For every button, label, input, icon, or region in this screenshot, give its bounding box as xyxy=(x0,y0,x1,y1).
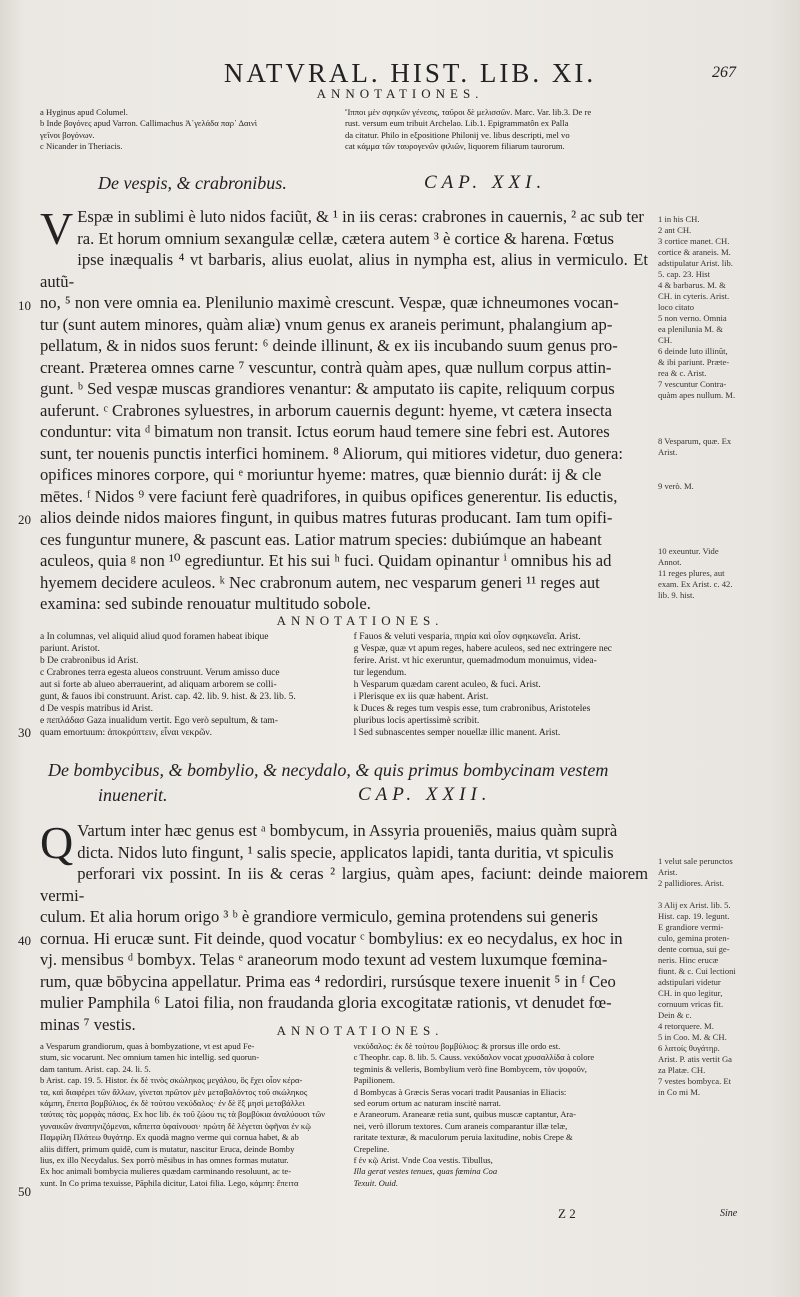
section-title-continued: inuenerit. xyxy=(98,785,168,805)
annotation-line: k Duces & reges tum vespis esse, tum crabronibus, Aristoteles xyxy=(353,704,591,714)
annotations-heading: ANNOTATIONES. xyxy=(276,1023,444,1038)
annotation-line: raritate texturæ, & maculorum peruia laxitudine, nobis Crepe & xyxy=(353,1132,573,1143)
annotations-block xyxy=(40,631,655,739)
annotation-line: pluribus locis apertissimè scribit. xyxy=(353,716,480,726)
text-line: tur (sunt autem minores, quàm aliæ) vnum genus ex araneis perimunt, phalangium ap- xyxy=(40,314,613,334)
margin-note: 11 reges plures, aut xyxy=(658,568,725,578)
line-number: 50 xyxy=(18,1184,31,1199)
margin-note: 5 in Coo. M. & CH. xyxy=(658,1032,727,1042)
drop-cap: V xyxy=(40,203,74,254)
note-line: γεῖνοι βογόνων. xyxy=(40,129,95,140)
annotations-heading: ANNOTATIONES. xyxy=(276,613,444,628)
text-line: Espæ in sublimi è luto nidos faciũt, & ¹ in iis ceras: crabrones in cauernis, ² ac sub ter xyxy=(77,207,644,226)
margin-note: Arist. P. atis vertit Ga xyxy=(658,1054,732,1064)
line-number: 10 xyxy=(18,298,31,313)
margin-note: 3 Alij ex Arist. lib. 5. xyxy=(658,900,731,910)
margin-note: exam. Ex Arist. c. 42. xyxy=(658,579,733,589)
annotation-line: dam tantum. Arist. cap. 24. li. 5. xyxy=(40,1063,151,1074)
annotation-line: c Crabrones terra egesta alueos construunt. Verum amisso duce xyxy=(40,668,280,678)
note-line: a Hyginus apud Columel. xyxy=(40,107,128,117)
annotation-line: l Sed subnascentes semper nouellæ illic manent. Arist. xyxy=(353,728,561,738)
text-line: minas ⁷ vestis. xyxy=(40,1014,136,1034)
text-line: creant. Præterea omnes carne ⁷ vescuntur, contrà quàm apes, quæ nullum corpus attin- xyxy=(40,357,612,377)
margin-note: 4 retorquere. M. xyxy=(658,1021,714,1031)
text-line: no, ⁵ non vere omnia ea. Plenilunio maximè crescunt. Vespæ, quæ ichneumones vocan- xyxy=(40,293,619,312)
note-line: c Nicander in Theriacis. xyxy=(40,141,123,152)
margin-note: 2 pallidiores. Arist. xyxy=(658,878,724,888)
annotations-left-column xyxy=(40,631,341,739)
chapter-number: CAP. XXI. xyxy=(424,172,547,193)
annotation-line: lius, ex illo Necydalus. Sex porrò mēsibus in has omnes formas mutatur. xyxy=(40,1155,289,1166)
text-line: culum. Et alia horum origo ³ ᵇ è grandiore vermiculo, gemina protendens sui generis xyxy=(40,907,599,926)
margin-note: quàm apes nullum. M. xyxy=(658,390,736,400)
line-number: 30 xyxy=(18,725,31,740)
annotation-line: ταύτας τὰς μορφὰς πάσας. Ex hoc lib. ἐκ τοῦ ζώου τις τὰ βομβύκια ἀναλύουσι τῶν xyxy=(40,1109,325,1120)
annotations-right-column xyxy=(354,631,655,739)
margin-note: Annot. xyxy=(658,557,682,567)
margin-note: 5 non verno. Omnia xyxy=(658,313,727,323)
margin-note: 8 Vesparum, quæ. Ex xyxy=(658,436,732,446)
annotation-line: g Vespæ, quæ vt apum reges, habere aculeos, sed nec extringere nec xyxy=(353,644,613,654)
note-line: da citatur. Philo in eξpositione Philonij ve. libus descripti, mel vo xyxy=(345,129,570,140)
top-notes-right xyxy=(345,107,660,153)
annotation-line: Papilionem. xyxy=(353,1075,395,1086)
chapter-text xyxy=(40,203,648,615)
annotation-line: τα, καὶ διαφέρει τῶν ἄλλων, γίνεται πρῶτον μὲν μεταβαλόντος τοῦ σκώληκος xyxy=(40,1086,308,1097)
annotation-line: h Vesparum quædam carent aculeo, & fuci. Arist. xyxy=(353,680,541,690)
text-line: ipse inæqualis ⁴ vt barbaris, alius euolat, alius in nympha est, alius in vermiculo. Et autũ- xyxy=(40,250,648,291)
margin-note: adstipulari videtur xyxy=(658,977,721,987)
margin-note: 1 in his CH. xyxy=(658,214,700,224)
text-line: Vartum inter hæc genus est ᵃ bombycum, in Assyria proueniēs, maius quàm suprà xyxy=(77,821,618,840)
margin-note: 5. cap. 23. Hist xyxy=(658,269,711,279)
margin-note: 9 verò. M. xyxy=(658,481,694,491)
margin-note: Arist. xyxy=(658,867,678,877)
margin-note: adstipulatur Arist. lib. xyxy=(658,258,733,268)
margin-notes xyxy=(658,214,793,401)
annotation-line: nei, verò illorum textores. Cum araneis comparantur illæ telæ, xyxy=(353,1120,568,1131)
margin-note: Arist. xyxy=(658,447,678,457)
margin-note: 1 velut sale perunctos xyxy=(658,856,733,866)
text-line: sunt, ter nouenis punctis interfici hominem. ⁸ Aliorum, qui mitiores videtur, duo genera: xyxy=(40,443,624,463)
margin-note: 3 cortice manet. CH. xyxy=(658,236,730,246)
margin-note: 6 deinde luto illinũt, xyxy=(658,346,728,356)
margin-note: loco citato xyxy=(658,302,695,312)
annotation-line: quam emortuum: ἀποκρύπτειν, εἶναι νεκρῶν. xyxy=(40,728,212,738)
text-line: cornua. Hi erucæ sunt. Fit deinde, quod vocatur ᶜ bombylius: ex eo necydalus, ex hoc in xyxy=(40,928,623,948)
annotation-line: Texuit. Ouid. xyxy=(353,1177,398,1188)
annotation-line: κάμπη, ἔπειτα βομβύλιος, ἐκ δὲ τούτου νεκύδαλος· ἐν δὲ ἓξ μησὶ μεταβάλλει xyxy=(40,1098,305,1109)
annotation-line: f Fauos & veluti vesparia, πηρία καὶ οἷον σφηκωνεῖα. Arist. xyxy=(353,632,581,642)
margin-note: 10 exeuntur. Vide xyxy=(658,546,719,556)
annotation-line: Παμφίλη Πλάτεω θυγάτηρ. Ex quodà magno verme qui cornua habet, & ab xyxy=(40,1132,299,1143)
annotation-line: b Arist. cap. 19. 5. Histor. ἐκ δὲ τινὸς σκώληκος μεγάλου, ὃς ἔχει οἷον κέρα- xyxy=(40,1075,303,1086)
annotations-left-column xyxy=(40,1041,341,1189)
note-line: rust. versum eum tribuit Archelao. Lib.1. Epigrammatôn ex Palla xyxy=(345,118,569,129)
margin-notes xyxy=(658,546,793,601)
text-line: examina: sed subinde renouatur multitudo sobole. xyxy=(40,594,371,613)
annotation-line: b De crabronibus id Arist. xyxy=(40,656,139,666)
margin-note: in Co mi M. xyxy=(658,1087,701,1097)
annotation-line: i Plerisque ex iis quæ habent. Arist. xyxy=(353,692,489,702)
margin-note: 7 vescuntur Contra- xyxy=(658,379,727,389)
annotations-block xyxy=(40,1041,655,1189)
annotation-line: Illa gerat vestes tenues, quas fœmina Coa xyxy=(353,1166,498,1177)
annotation-line: Ex hoc animali bombycia mulieres quædam carminando resoluunt, ac te- xyxy=(40,1166,292,1177)
annotation-line: tegminis & velleris, Bombylium verò fine Bombycem, τὸν ψοφοῦν, xyxy=(353,1063,587,1074)
margin-note: CH. in quo legitur, xyxy=(658,988,723,998)
margin-notes xyxy=(658,856,793,1098)
annotation-line: aut si forte ab alueo aberrauerint, ad aliquam arborem se colli- xyxy=(40,680,277,690)
margin-note: rea & c. Arist. xyxy=(658,368,707,378)
annotation-line: e Araneorum. Aranearæ retia sunt, quibus muscæ captantur, Ara- xyxy=(353,1109,576,1120)
margin-note: & ibi pariunt. Præte- xyxy=(658,357,730,367)
text-line: rum, quæ bōbycina appellatur. Prima eas ⁴ redordiri, rursúsque texere inuenit ⁵ in ᶠ Ceo xyxy=(40,971,616,991)
annotation-line: f ἐν κῷ Arist. Vnde Coa vestis. Tibullus, xyxy=(353,1155,493,1166)
margin-notes xyxy=(658,436,793,458)
text-line: perforari vix possint. In iis & ceras ² largius, quàm apes, faciunt: deinde maiorem vermi- xyxy=(40,864,648,905)
margin-note: CH. xyxy=(658,335,673,345)
annotation-line: νεκύδαλος: ἐκ δὲ τούτου βομβύλιος: & prorsus ille ordo est. xyxy=(353,1041,561,1051)
annotation-line: tur legendum. xyxy=(353,668,407,678)
text-line: hyemem decidere aculeos. ᵏ Nec crabronum autem, nec vesparum generi ¹¹ reges aut xyxy=(40,572,600,592)
line-number: 40 xyxy=(18,933,31,948)
drop-cap: Q xyxy=(40,817,74,868)
margin-note: culo, gemina proten- xyxy=(658,933,730,943)
margin-note: 6 λατοίς θυγάτηρ. xyxy=(658,1043,720,1053)
text-line: auferunt. ᶜ Crabrones syluestres, in arborum cauernis degunt: hyeme, vt cætera insecta xyxy=(40,400,612,420)
margin-note: neris. Hinc erucæ xyxy=(658,955,719,965)
top-notes-left xyxy=(40,107,340,153)
annotation-line: a Vesparum grandiorum, quas à bombyzatione, vt est apud Fe- xyxy=(40,1041,255,1051)
running-head: NATVRAL. HIST. LIB. XI. xyxy=(223,58,597,88)
margin-notes xyxy=(658,481,793,492)
margin-note: cornuum vricas fit. xyxy=(658,999,724,1009)
annotations-subheading: ANNOTATIONES. xyxy=(316,86,484,101)
signature-mark: Z 2 xyxy=(558,1206,576,1221)
text-line: conduntur: vita ᵈ bimatum non transit. Ictus eorum haud temere sine febri est. Autores xyxy=(40,422,610,441)
annotation-line: γυναικῶν ἀναπηνιζόμεναι, κἄπειτα ὑφαίνουσι· πρώτη δὲ λέγεται ὑφῆναι ἐν κῷ xyxy=(40,1120,311,1131)
annotation-line: d Bombycas à Græcis Seras vocari tradit Pausanias in Eliacis: xyxy=(353,1086,567,1097)
annotation-line: gunt, & fauos ibi construunt. Arist. cap. 42. lib. 9. hist. & 23. lib. 5. xyxy=(40,692,296,702)
annotation-line: c Theophr. cap. 8. lib. 5. Causs. νεκύδαλον vocat χρυσαλλίδα à colore xyxy=(353,1052,595,1063)
text-line: vj. mensibus ᵈ bombyx. Telas ᵉ araneorum modo texunt ad vestem luxumque fœmina- xyxy=(40,950,608,969)
text-line: dicta. Nidos luto fingunt, ¹ salis specie, applicatos lapidi, tanta duritia, vt spiculis xyxy=(77,842,614,862)
annotation-line: pariunt. Aristot. xyxy=(40,644,100,654)
annotation-line: stum, sic vocarunt. Nec omnium tamen hic intellig. sed quorun- xyxy=(40,1052,260,1063)
margin-note: dente cornua, sui ge- xyxy=(658,944,730,954)
line-number: 20 xyxy=(18,512,31,527)
chapter-number: CAP. XXII. xyxy=(358,784,492,805)
margin-note: E grandiore vermi- xyxy=(658,922,724,932)
annotation-line: e πεπλάδασ Gaza inualidum vertit. Ego verò sepultum, & tam- xyxy=(40,716,278,726)
margin-note xyxy=(658,889,793,900)
margin-note: za Platæ. CH. xyxy=(658,1065,706,1075)
margin-note: 7 vestes bombyca. Et xyxy=(658,1076,732,1086)
annotation-line: ferire. Arist. vt hic exeruntur, quemadmodum monuimus, videa- xyxy=(353,656,597,666)
annotations-right-column xyxy=(354,1041,655,1189)
text-line: alios deinde nidos maiores fingunt, in quibus matres futuras producant. Iam tum opifi- xyxy=(40,508,613,527)
folio-number: 267 xyxy=(712,64,736,81)
text-line: ces funguntur munere, & pascunt eas. Latior matrum species: dubiúmque an habeant xyxy=(40,529,602,549)
text-line: ra. Et horum omnium sexangulæ cellæ, cætera autem ³ è cortice & harena. Fœtus xyxy=(77,228,614,248)
margin-note: 4 & barbarus. M. & xyxy=(658,280,726,290)
text-line: mulier Pamphila ⁶ Latoi filia, non fraudanda gloria excogitatæ rationis, vt denudet fœ- xyxy=(40,993,612,1012)
text-line: opifices minores corpore, qui ᵉ moriuntur hyeme: matres, quæ biennio durát: ij & cle xyxy=(40,465,602,484)
annotation-line: d De vespis matribus id Arist. xyxy=(40,704,153,714)
margin-note: 2 ant CH. xyxy=(658,225,692,235)
annotation-line: sed eorum ortum ac naturam inscitè narrat. xyxy=(353,1098,501,1109)
margin-note: fiunt. & c. Cui lectioni xyxy=(658,966,736,976)
note-line: b Inde βογόνες apud Varron. Callimachus Ἀ᾽γελάδα παρ᾽ Δαινὶ xyxy=(40,118,258,129)
section-title: De bombycibus, & bombylio, & necydalo, & quis primus bombycinam vestem xyxy=(48,760,609,780)
text-line: gunt. ᵇ Sed vespæ muscas grandiores venantur: & amputato iis capite, reliquum corpus xyxy=(40,379,615,398)
catchword: Sine xyxy=(720,1208,738,1219)
annotation-line: xunt. In Co prima texuisse, Pāphila dicitur, Latoi filia. Lego, κάμπη: ἔπειτα xyxy=(40,1177,299,1188)
note-line: Ἵπποι μὲν σφηκῶν γένεσις, ταῦροι δὲ μελισσῶν. Marc. Var. lib.3. De re xyxy=(345,107,592,117)
text-line: aculeos, quia ᵍ non ¹⁰ egrediuntur. Et his sui ʰ fuci. Quidam opinantur ⁱ omnibus his ad xyxy=(40,551,612,570)
margin-note: Hist. cap. 19. legunt. xyxy=(658,911,730,921)
margin-note: lib. 9. hist. xyxy=(658,590,695,600)
text-line: mētes. ᶠ Nidos ⁹ vere faciunt ferè quadrifores, in quibus opifices generentur. Iis eductis, xyxy=(40,486,618,506)
annotation-line: a In columnas, vel aliquid aliud quod foramen habeat ibique xyxy=(40,632,269,642)
annotation-line: aliis differt, primum quidē, cum is mutatur, nascitur Eruca, deinde Bomby xyxy=(40,1143,295,1154)
annotation-line: Crepeline. xyxy=(353,1143,390,1154)
note-line: cat κάμμα τῶν ταυρογενῶν φιλιῶν, liquorem filiarum taurorum. xyxy=(345,141,565,152)
margin-note: ea plenilunia M. & xyxy=(658,324,723,334)
margin-note: CH. in cyteris. Arist. xyxy=(658,291,730,301)
margin-note: cortice & araneis. M. xyxy=(658,247,731,257)
margin-note: Dein & c. xyxy=(658,1010,692,1020)
chapter-text xyxy=(40,817,648,1035)
section-title: De vespis, & crabronibus. xyxy=(98,173,287,193)
text-line: pellatum, & in nidos suos ferunt: ⁶ deinde illinunt, & ex iis incubando suum genus pro- xyxy=(40,336,618,355)
